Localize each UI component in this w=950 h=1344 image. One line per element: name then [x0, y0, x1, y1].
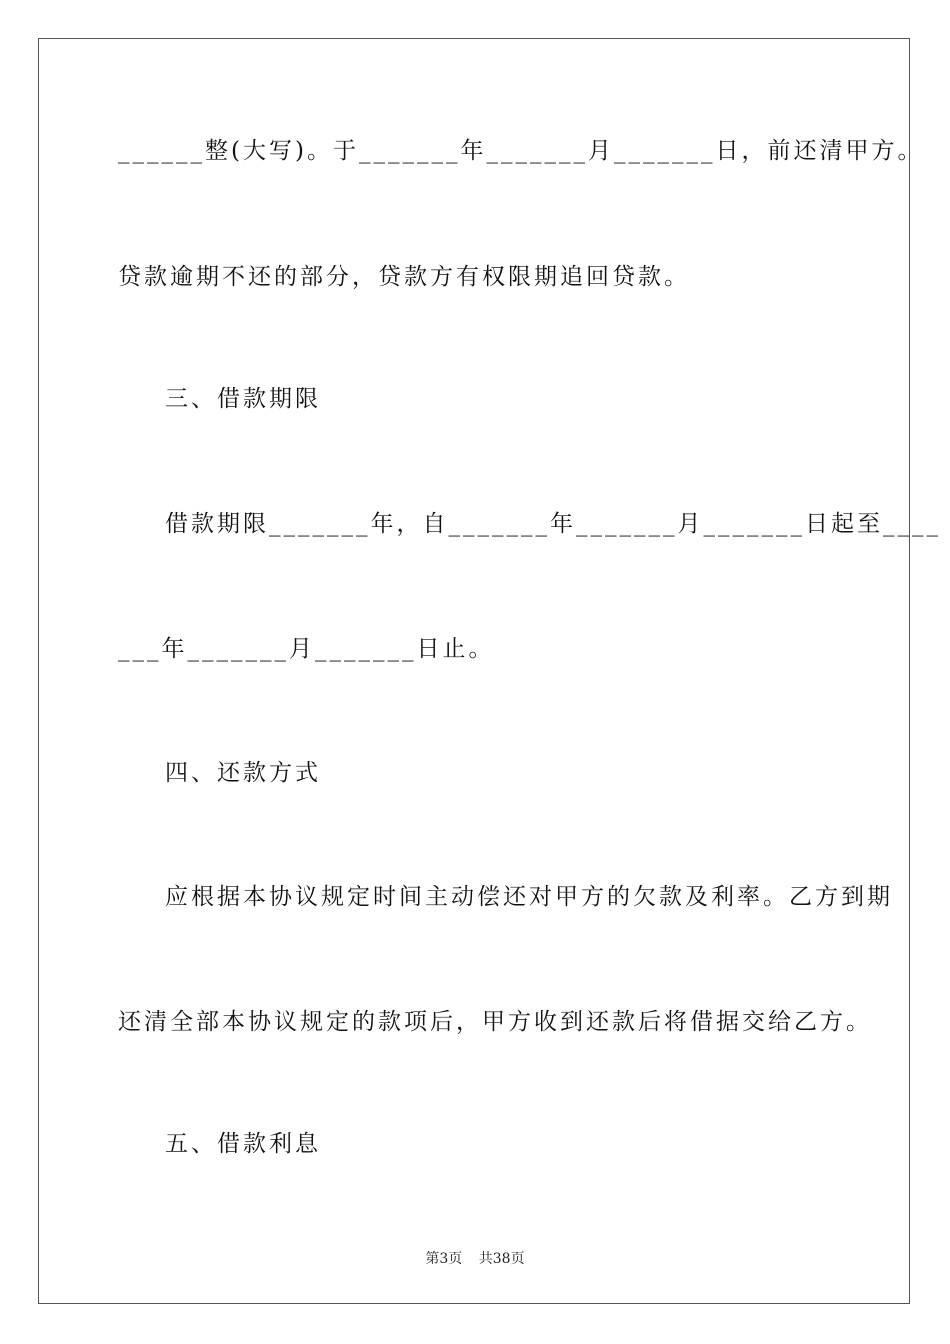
page-footer [0, 1248, 950, 1268]
text-line-8: 还清全部本协议规定的款项后，甲方收到还款后将借据交给乙方。 [118, 1009, 872, 1035]
page-total: 共38页 [478, 1251, 525, 1267]
text-line-2: 贷款逾期不还的部分，贷款方有权限期追回贷款。 [118, 264, 690, 290]
text-line-7: 应根据本协议规定时间主动偿还对甲方的欠款及利率。乙方到期 [165, 884, 893, 910]
section-heading-interest: 五、借款利息 [165, 1131, 321, 1157]
text-line-1: ______整(大写)。于_______年_______月_______日，前还清甲方。 [118, 138, 924, 164]
text-line-4: 借款期限_______年，自_______年_______月_______日起至____ [165, 511, 941, 537]
section-heading-term: 三、借款期限 [165, 386, 321, 412]
text-line-5: ___年_______月_______日止。 [118, 636, 495, 662]
page-number: 第3页 [425, 1251, 463, 1267]
section-heading-repayment: 四、还款方式 [165, 760, 321, 786]
page-frame [38, 38, 941, 1304]
